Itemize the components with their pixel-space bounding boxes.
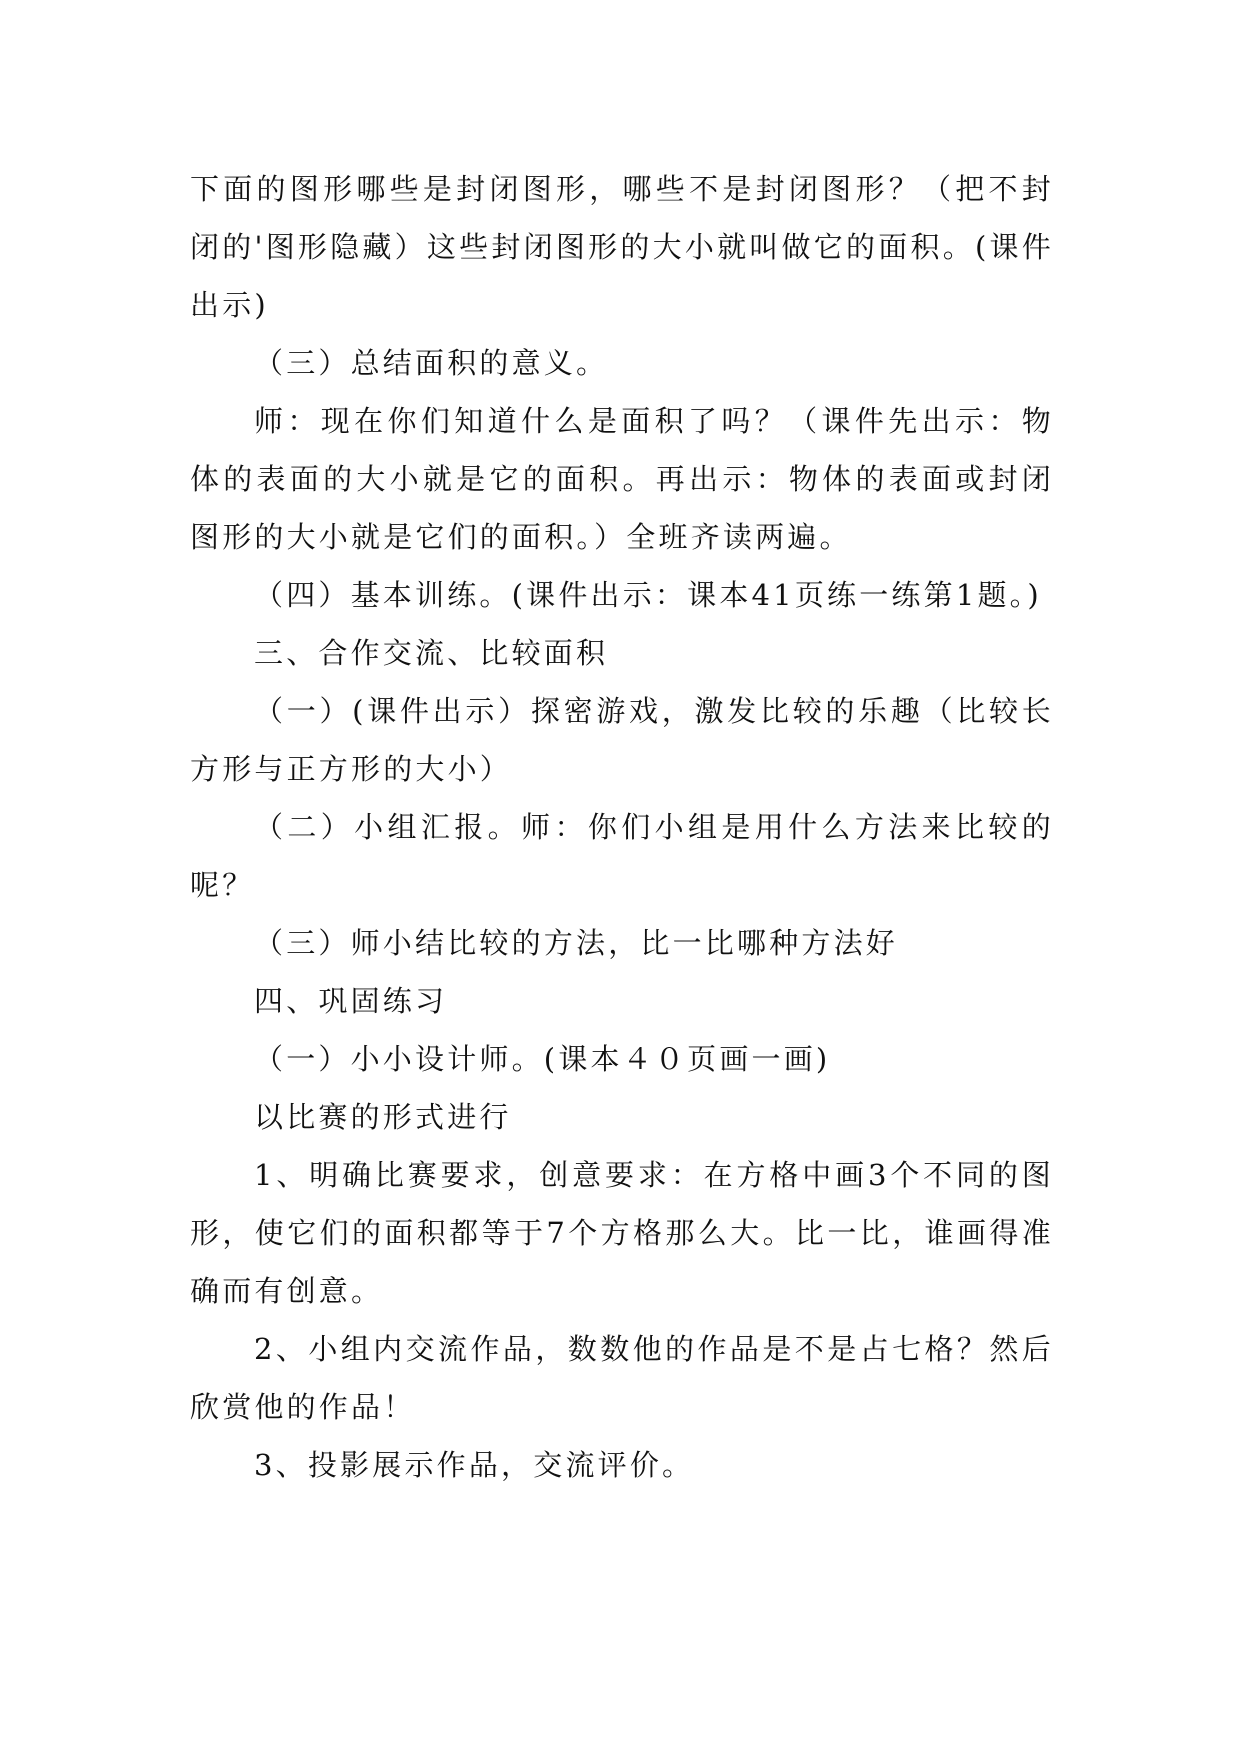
section-heading-practice: 四、巩固练习 bbox=[254, 984, 448, 1018]
paragraph-little-designer: （一）小小设计师。(课本４０页画一画) bbox=[254, 1042, 831, 1076]
paragraph-teacher-question: 师：现在你们知道什么是面积了吗？（课件先出示：物体的表面的大小就是它的面积。再出示：物体的表面或封闭图形的大小就是它们的面积。）全班齐读两遍。 bbox=[190, 404, 1054, 554]
list-item-group-exchange: 2、小组内交流作品，数数他的作品是不是占七格？然后欣赏他的作品！ bbox=[190, 1332, 1054, 1424]
paragraph-summary-heading: （三）总结面积的意义。 bbox=[254, 346, 609, 380]
paragraph-closed-shapes: 下面的图形哪些是封闭图形，哪些不是封闭图形？（把不封闭的'图形隐藏）这些封闭图形的大小就叫做它的面积。(课件出示) bbox=[190, 172, 1054, 322]
paragraph-competition-format: 以比赛的形式进行 bbox=[254, 1100, 512, 1134]
paragraph-basic-training: （四）基本训练。(课件出示：课本41页练一练第1题。) bbox=[254, 578, 1042, 612]
paragraph-group-report: （二）小组汇报。师：你们小组是用什么方法来比较的呢？ bbox=[190, 810, 1054, 902]
paragraph-teacher-summary: （三）师小结比较的方法，比一比哪种方法好 bbox=[254, 926, 899, 960]
section-heading-compare-area: 三、合作交流、比较面积 bbox=[254, 636, 609, 670]
list-item-projection: 3、投影展示作品，交流评价。 bbox=[254, 1448, 695, 1482]
document-body bbox=[190, 160, 1054, 1494]
paragraph-explore-game: （一）(课件出示）探密游戏，激发比较的乐趣（比较长方形与正方形的大小） bbox=[190, 694, 1054, 786]
list-item-requirements: 1、明确比赛要求，创意要求：在方格中画3个不同的图形，使它们的面积都等于7个方格那么大。比一比，谁画得准确而有创意。 bbox=[190, 1158, 1054, 1308]
